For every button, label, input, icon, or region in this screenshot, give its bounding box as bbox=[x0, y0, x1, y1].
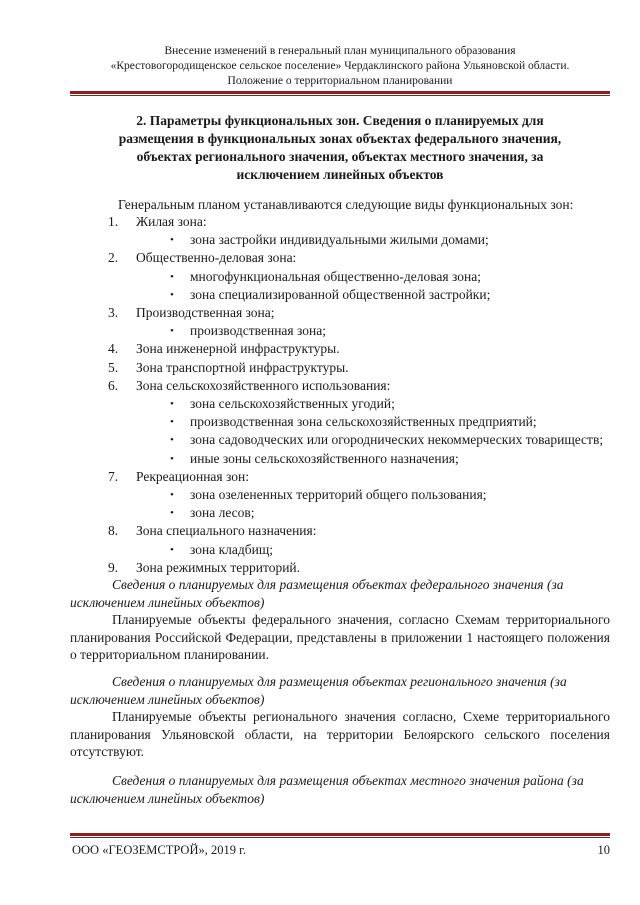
bullet-icon: • bbox=[170, 288, 174, 301]
zone-number: 7. bbox=[108, 468, 119, 484]
subzone-item bbox=[108, 486, 608, 504]
zone-label: Зона сельскохозяйственного использования: bbox=[136, 377, 391, 393]
subzone-label: многофункциональная общественно-деловая зона; bbox=[190, 268, 481, 284]
header-line-2: «Крестовогородищенское сельское поселение» Чердаклинского района Ульяновской области. bbox=[110, 60, 570, 72]
zone-number: 4. bbox=[108, 341, 119, 357]
subzone-list bbox=[108, 322, 608, 340]
bullet-icon: • bbox=[170, 398, 174, 411]
zone-label: Зона режимных территорий. bbox=[136, 559, 301, 575]
subzone-list bbox=[108, 231, 608, 249]
zone-number: 1. bbox=[108, 214, 119, 229]
subzone-list bbox=[108, 268, 608, 304]
header-line-3: Положение о территориальном планировании bbox=[227, 75, 453, 87]
zone-item bbox=[108, 559, 608, 577]
bullet-icon: • bbox=[170, 452, 174, 465]
subzone-label: зона специализированной общественной застройки; bbox=[190, 286, 491, 302]
bullet-icon: • bbox=[170, 543, 174, 556]
regional-heading: Сведения о планируемых для размещения объектах регионального значения (за исключением линейных объектов) bbox=[70, 674, 567, 707]
subzone-label: зона сельскохозяйственных угодий; bbox=[190, 396, 395, 412]
zone-label: Производственная зона; bbox=[136, 305, 275, 321]
subzone-item bbox=[108, 322, 608, 340]
header-line-1: Внесение изменений в генеральный план муниципального образования bbox=[164, 45, 516, 57]
subzone-label: иные зоны сельскохозяйственного назначения; bbox=[190, 450, 459, 466]
subzone-label: зона застройки индивидуальными жилыми домами; bbox=[190, 232, 489, 248]
federal-heading: Сведения о планируемых для размещения объектах федерального значения (за исключением линейных объектов) bbox=[70, 577, 564, 610]
federal-text: Планируемые объекты федерального значения, согласно Схемам территориального планирования Российской Федерации, представлены в приложении 1 настоящего положения о территориальном планировании. bbox=[70, 612, 610, 662]
bullet-icon: • bbox=[170, 234, 174, 247]
zone-item bbox=[108, 377, 608, 395]
local-section bbox=[70, 772, 610, 807]
subzone-list bbox=[108, 541, 608, 559]
header-rule bbox=[70, 91, 610, 94]
regional-section bbox=[70, 673, 610, 761]
regional-text: Планируемые объекты регионального значения согласно, Схеме территориального планирования Ульяновской области, на территории Белоярского сельского поселения отсутствуют. bbox=[70, 709, 610, 759]
subzone-item bbox=[108, 286, 608, 304]
subzone-label: производственная зона; bbox=[190, 323, 326, 339]
subzone-list bbox=[108, 395, 608, 468]
subzone-label: зона садоводческих или огороднических некоммерческих товариществ; bbox=[190, 432, 604, 448]
footer-rule-thin bbox=[70, 837, 610, 838]
bullet-icon: • bbox=[170, 434, 174, 447]
zone-number: 8. bbox=[108, 523, 119, 539]
subzone-item bbox=[108, 231, 608, 249]
zone-number: 9. bbox=[108, 559, 119, 575]
subzone-label: зона озелененных территорий общего пользования; bbox=[190, 487, 487, 503]
bullet-icon: • bbox=[170, 507, 174, 520]
zone-item bbox=[108, 304, 608, 322]
zone-number: 5. bbox=[108, 359, 119, 375]
zone-item bbox=[108, 249, 608, 267]
zone-list bbox=[108, 213, 608, 577]
running-header bbox=[70, 44, 610, 89]
zone-number: 3. bbox=[108, 305, 119, 321]
subzone-item bbox=[108, 541, 608, 559]
subzone-label: зона кладбищ; bbox=[190, 541, 273, 557]
bullet-icon: • bbox=[170, 416, 174, 429]
bullet-icon: • bbox=[170, 325, 174, 338]
subzone-item bbox=[108, 395, 608, 413]
zone-item bbox=[108, 213, 608, 231]
footer-rule bbox=[70, 833, 610, 836]
subzone-item bbox=[108, 413, 608, 431]
subzone-item bbox=[108, 504, 608, 522]
zone-item bbox=[108, 522, 608, 540]
subzone-label: зона лесов; bbox=[190, 505, 255, 521]
local-heading: Сведения о планируемых для размещения объектах местного значения района (за исключением линейных объектов) bbox=[70, 773, 584, 806]
zone-label: Рекреационная зон: bbox=[136, 468, 249, 484]
header-rule-thin bbox=[70, 95, 610, 96]
section-title: 2. Параметры функциональных зон. Сведения о планируемых для размещения в функциональных зонах объектах федерального значения, объектах регионального значения, объектах местного значения, за исключением линейных объектов bbox=[118, 113, 562, 182]
federal-section bbox=[70, 576, 610, 664]
zone-label: Жилая зона: bbox=[136, 214, 207, 229]
zone-item bbox=[108, 468, 608, 486]
page-number: 10 bbox=[597, 843, 610, 857]
intro-text: Генеральным планом устанавливаются следующие виды функциональных зон: bbox=[118, 197, 574, 212]
zone-label: Зона транспортной инфраструктуры. bbox=[136, 359, 349, 375]
subzone-item bbox=[108, 450, 608, 468]
bullet-icon: • bbox=[170, 489, 174, 502]
zone-item bbox=[108, 340, 608, 358]
footer-company: ООО «ГЕОЗЕМСТРОЙ», 2019 г. bbox=[72, 843, 246, 857]
zone-label: Зона инженерной инфраструктуры. bbox=[136, 341, 340, 357]
subzone-list bbox=[108, 486, 608, 522]
zone-number: 2. bbox=[108, 250, 119, 266]
subzone-label: производственная зона сельскохозяйственных предприятий; bbox=[190, 414, 537, 430]
subzone-item bbox=[108, 431, 608, 449]
bullet-icon: • bbox=[170, 270, 174, 283]
zone-number: 6. bbox=[108, 377, 119, 393]
subzone-item bbox=[108, 268, 608, 286]
zone-item bbox=[108, 359, 608, 377]
zone-label: Общественно-деловая зона: bbox=[136, 250, 297, 266]
zone-label: Зона специального назначения: bbox=[136, 523, 317, 539]
